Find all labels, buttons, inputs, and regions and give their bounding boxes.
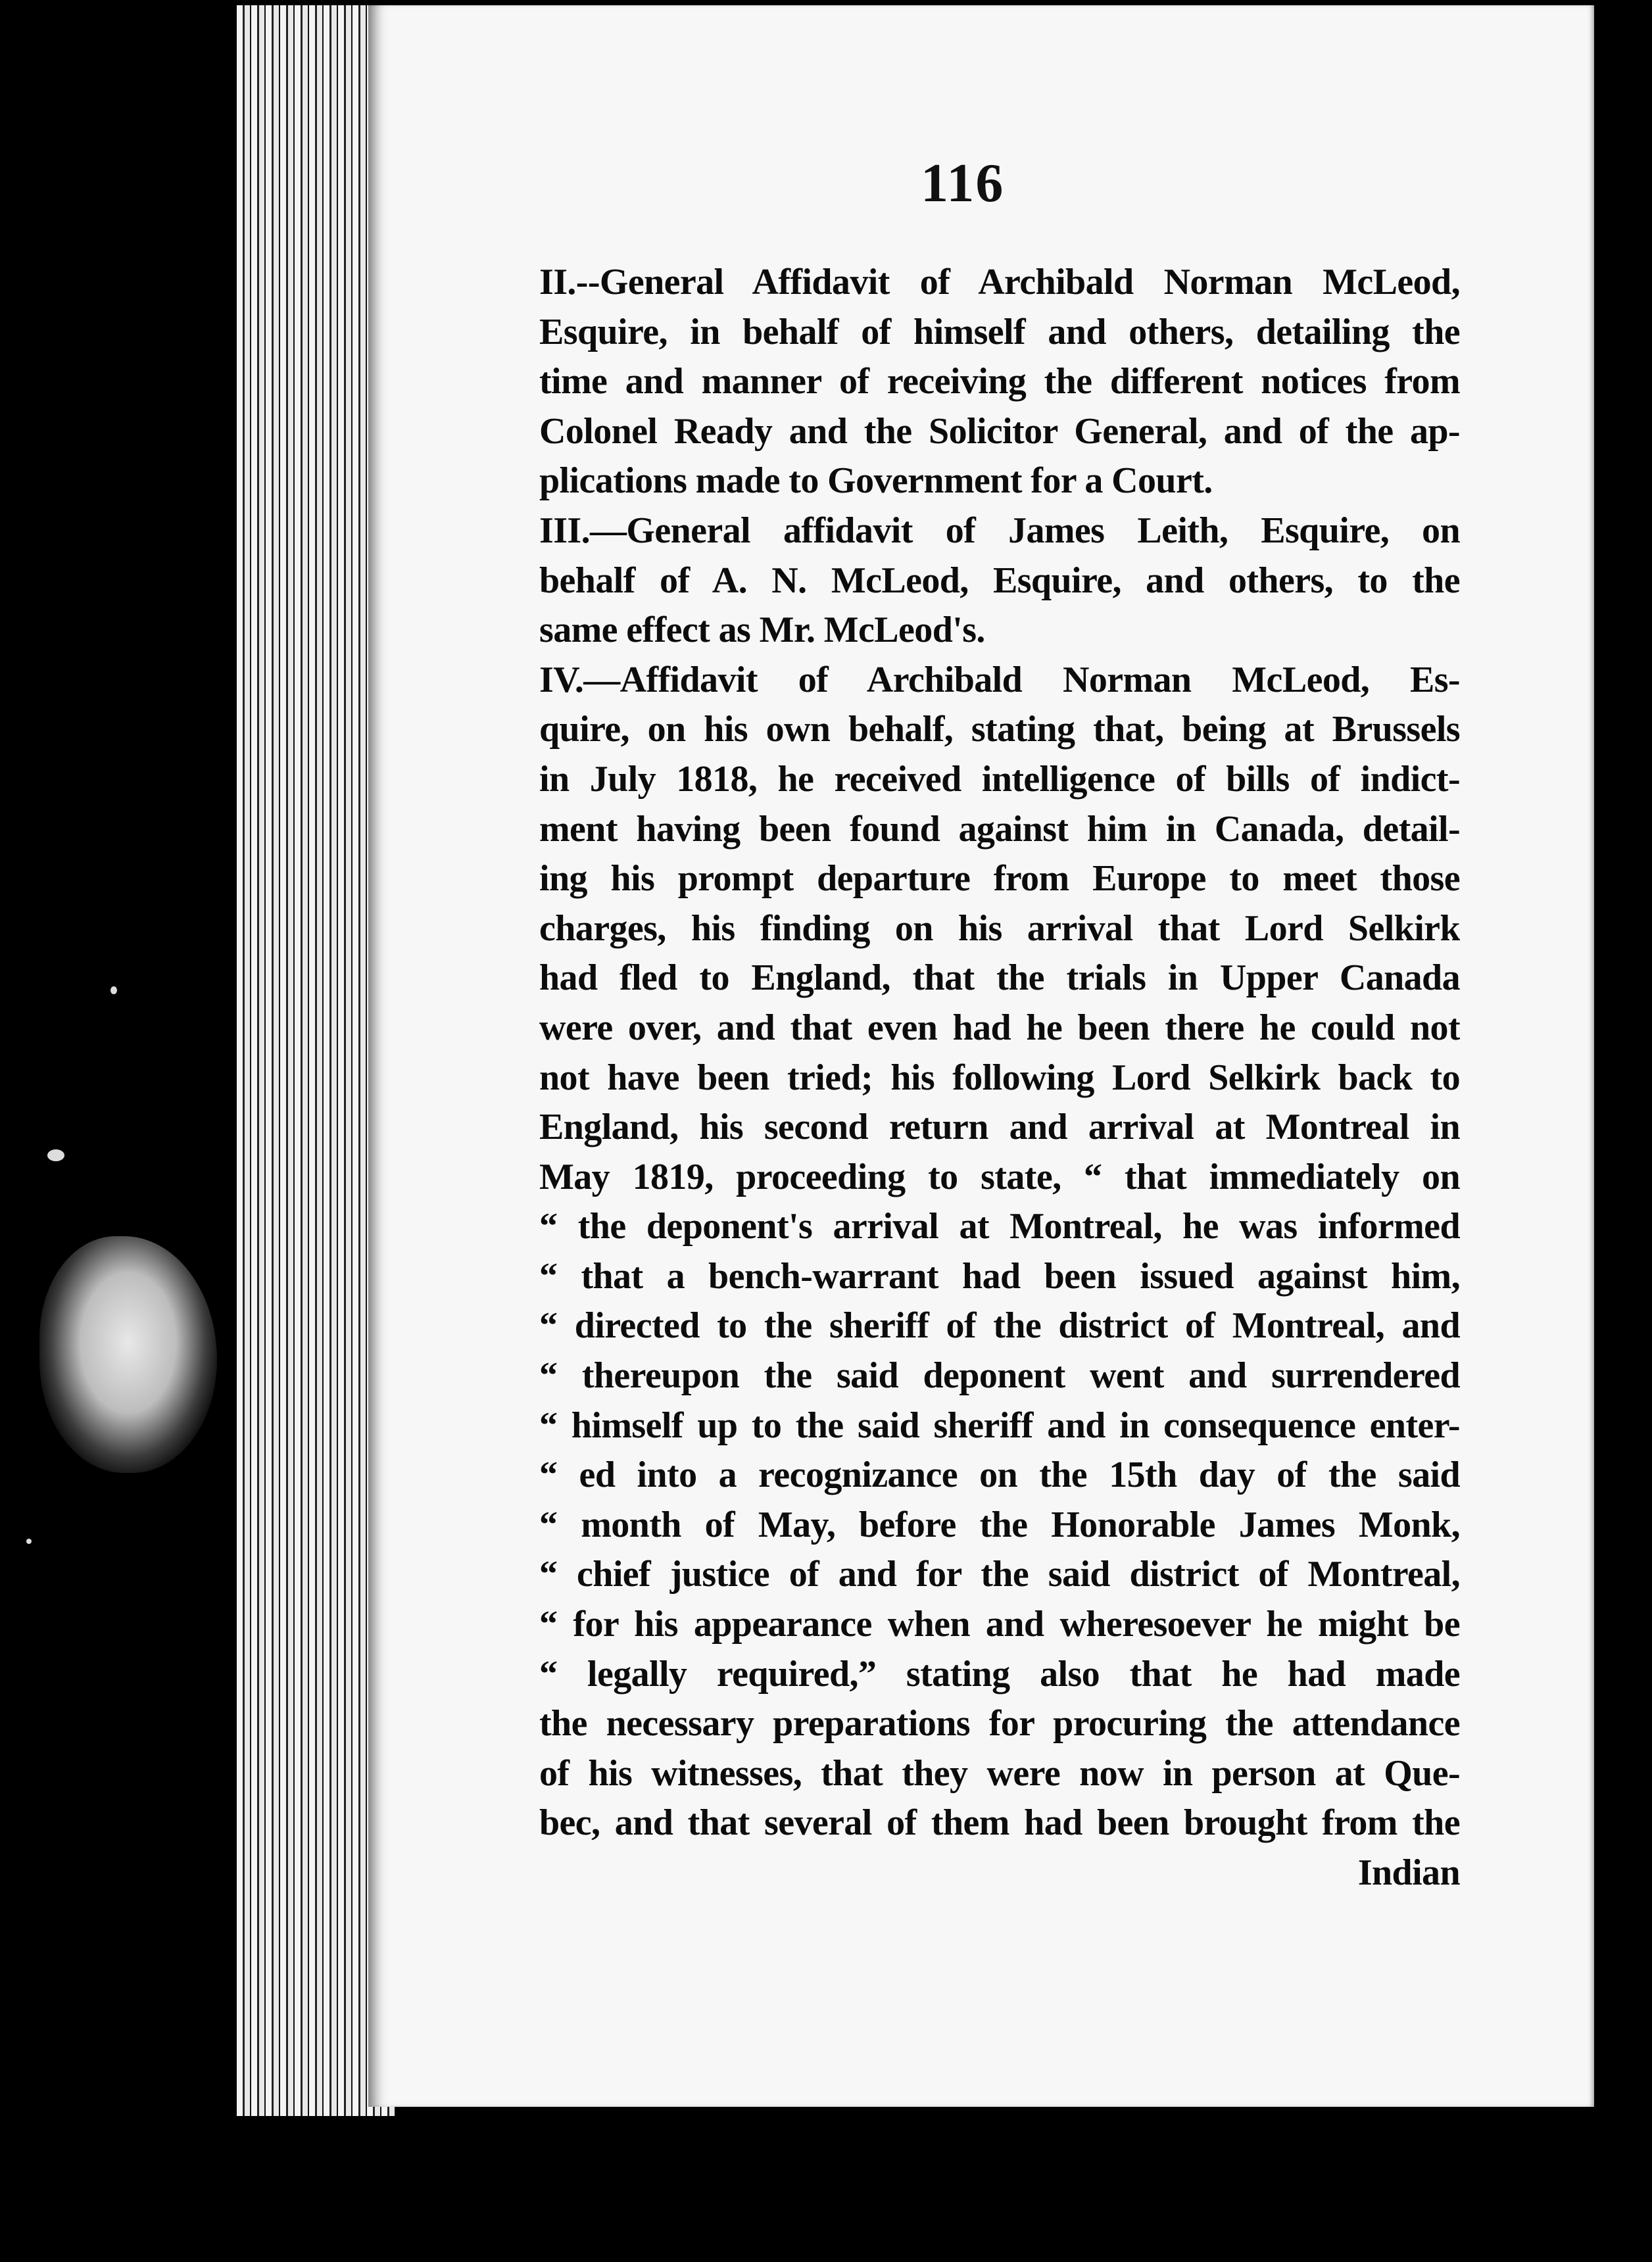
- text-line: “ for his appearance when and wheresoever he might be: [539, 1604, 1460, 1645]
- text-line: Colonel Ready and the Solicitor General, and of the ap-: [539, 410, 1460, 452]
- text-line: “ chief justice of and for the said district of Montreal,: [539, 1554, 1460, 1595]
- text-line: charges, his finding on his arrival that Lord Selkirk: [539, 907, 1460, 949]
- speck: [26, 1539, 32, 1544]
- speck: [47, 1149, 64, 1161]
- text-line: “ legally required,” stating also that he had made: [539, 1653, 1460, 1695]
- text-line: of his witnesses, that they were now in person at Que-: [539, 1752, 1460, 1794]
- text-line: ing his prompt departure from Europe to meet those: [539, 858, 1460, 900]
- text-line: “ directed to the sheriff of the district of Montreal, and: [539, 1305, 1460, 1347]
- text-line: II.--General Affidavit of Archibald Norman McLeod,: [539, 262, 1460, 302]
- text-line: “ himself up to the said sheriff and in consequence enter-: [539, 1405, 1460, 1446]
- text-line: England, his second return and arrival at Montreal in: [539, 1107, 1460, 1148]
- text-line: “ thereupon the said deponent went and surrendered: [539, 1355, 1460, 1397]
- text-line: “ month of May, before the Honorable James Monk,: [539, 1504, 1460, 1545]
- text-line: bec, and that several of them had been brought from the: [539, 1802, 1460, 1844]
- text-line: quire, on his own behalf, stating that, being at Brussels: [539, 709, 1460, 750]
- text-line: “ the deponent's arrival at Montreal, he was informed: [539, 1206, 1460, 1247]
- dust-mark: [39, 1236, 217, 1473]
- body-text: [539, 258, 1460, 1898]
- text-line: Esquire, in behalf of himself and others, detailing the: [539, 311, 1460, 352]
- text-line: behalf of A. N. McLeod, Esquire, and others, to the: [539, 560, 1460, 601]
- text-line: not have been tried; his following Lord Selkirk back to: [539, 1057, 1460, 1098]
- speck: [110, 986, 117, 994]
- page-number: 116: [921, 153, 1005, 214]
- text-line: plications made to Government for a Court.: [539, 460, 1213, 502]
- text-line: time and manner of receiving the different notices from: [539, 361, 1460, 402]
- text-line: had fled to England, that the trials in Upper Canada: [539, 957, 1460, 999]
- text-line: the necessary preparations for procuring the attendance: [539, 1703, 1460, 1745]
- text-line: “ ed into a recognizance on the 15th day of the said: [539, 1455, 1460, 1496]
- text-line: same effect as Mr. McLeod's.: [539, 610, 985, 651]
- text-line: ment having been found against him in Canada, detail-: [539, 808, 1460, 850]
- text-line: May 1819, proceeding to state, “ that immediately on: [539, 1156, 1460, 1197]
- text-line: III.—General affidavit of James Leith, Esquire, on: [539, 510, 1460, 551]
- text-line: were over, and that even had he been there he could not: [539, 1007, 1460, 1048]
- text-line: in July 1818, he received intelligence of bills of indict-: [539, 758, 1460, 800]
- text-line: IV.—Affidavit of Archibald Norman McLeod, Es-: [539, 659, 1460, 700]
- text-line: “ that a bench-warrant had been issued against him,: [539, 1255, 1460, 1297]
- catchword: Indian: [1357, 1852, 1460, 1893]
